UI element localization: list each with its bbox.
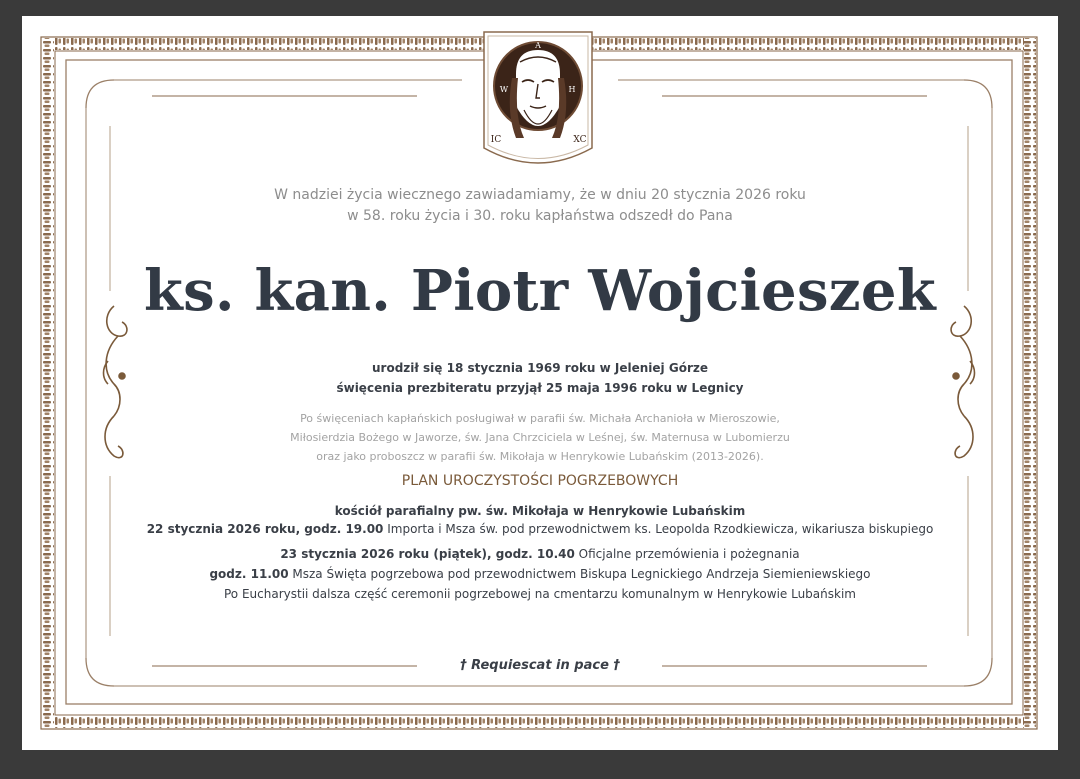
church-name: kościół parafialny pw. św. Mikołaja w Henrykowie Lubańskim [334,504,746,518]
icon-letter-xc: XC [573,135,587,145]
ordination-line: święcenia prezbiteratu przyjął 25 maja 1996 roku w Legnicy [336,381,744,395]
icon-letter-ic: IC [490,135,502,145]
day-2-time-2: godz. 11.00 [209,567,289,581]
icon-letter-a: A [535,41,541,50]
service-line-3: oraz jako proboszcz w parafii św. Mikołaja w Henrykowie Lubańskim (2013-2026). [316,450,764,463]
intro-line-1: W nadziei życia wiecznego zawiadamiamy, że w dniu 20 stycznia 2026 roku [274,187,806,203]
icon-letter-h: H [568,85,576,94]
day-1-text: Importa i Msza św. pod przewodnictwem ks. Leopolda Rzodkiewicza, wikariusza biskupiego [383,522,934,536]
service-history [22,409,1058,466]
day-1-date: 22 stycznia 2026 roku, godz. 19.00 [146,522,384,536]
christ-icon [478,26,598,178]
deceased-name: ks. kan. Piotr Wojcieszek [144,258,936,324]
schedule-day-1 [22,519,1058,539]
funeral-plan-title: PLAN UROCZYSTOŚCI POGRZEBOWYCH [401,473,679,489]
biography [22,358,1058,398]
obituary-notice [22,16,1058,750]
intro-line-2: w 58. roku życia i 30. roku kapłaństwa odszedł do Pana [347,208,733,224]
day-2-text-3: Po Eucharystii dalsza część ceremonii pogrzebowej na cmentarzu komunalnym w Henrykowie Lubańskim [224,587,856,601]
day-2-date: 23 stycznia 2026 roku (piątek), godz. 10.40 [280,547,575,561]
intro-text [22,185,1058,227]
service-line-2: Miłosierdzia Bożego w Jaworze, św. Jana Chrzciciela w Leśnej, św. Maternusa w Lubomierzu [290,431,790,444]
birth-line: urodził się 18 stycznia 1969 roku w Jeleniej Górze [372,361,708,375]
day-2-text: Oficjalne przemówienia i pożegnania [574,547,800,561]
schedule-day-2 [22,544,1058,604]
icon-letter-w: W [499,85,509,94]
service-line-1: Po święceniach kapłańskich posługiwał w parafii św. Michała Archanioła w Mieroszowie, [300,412,780,425]
day-2-text-2: Msza Święta pogrzebowa pod przewodnictwem Biskupa Legnickiego Andrzeja Siemieniewskiego [288,567,871,581]
requiescat: † Requiescat in pace † [460,658,620,673]
